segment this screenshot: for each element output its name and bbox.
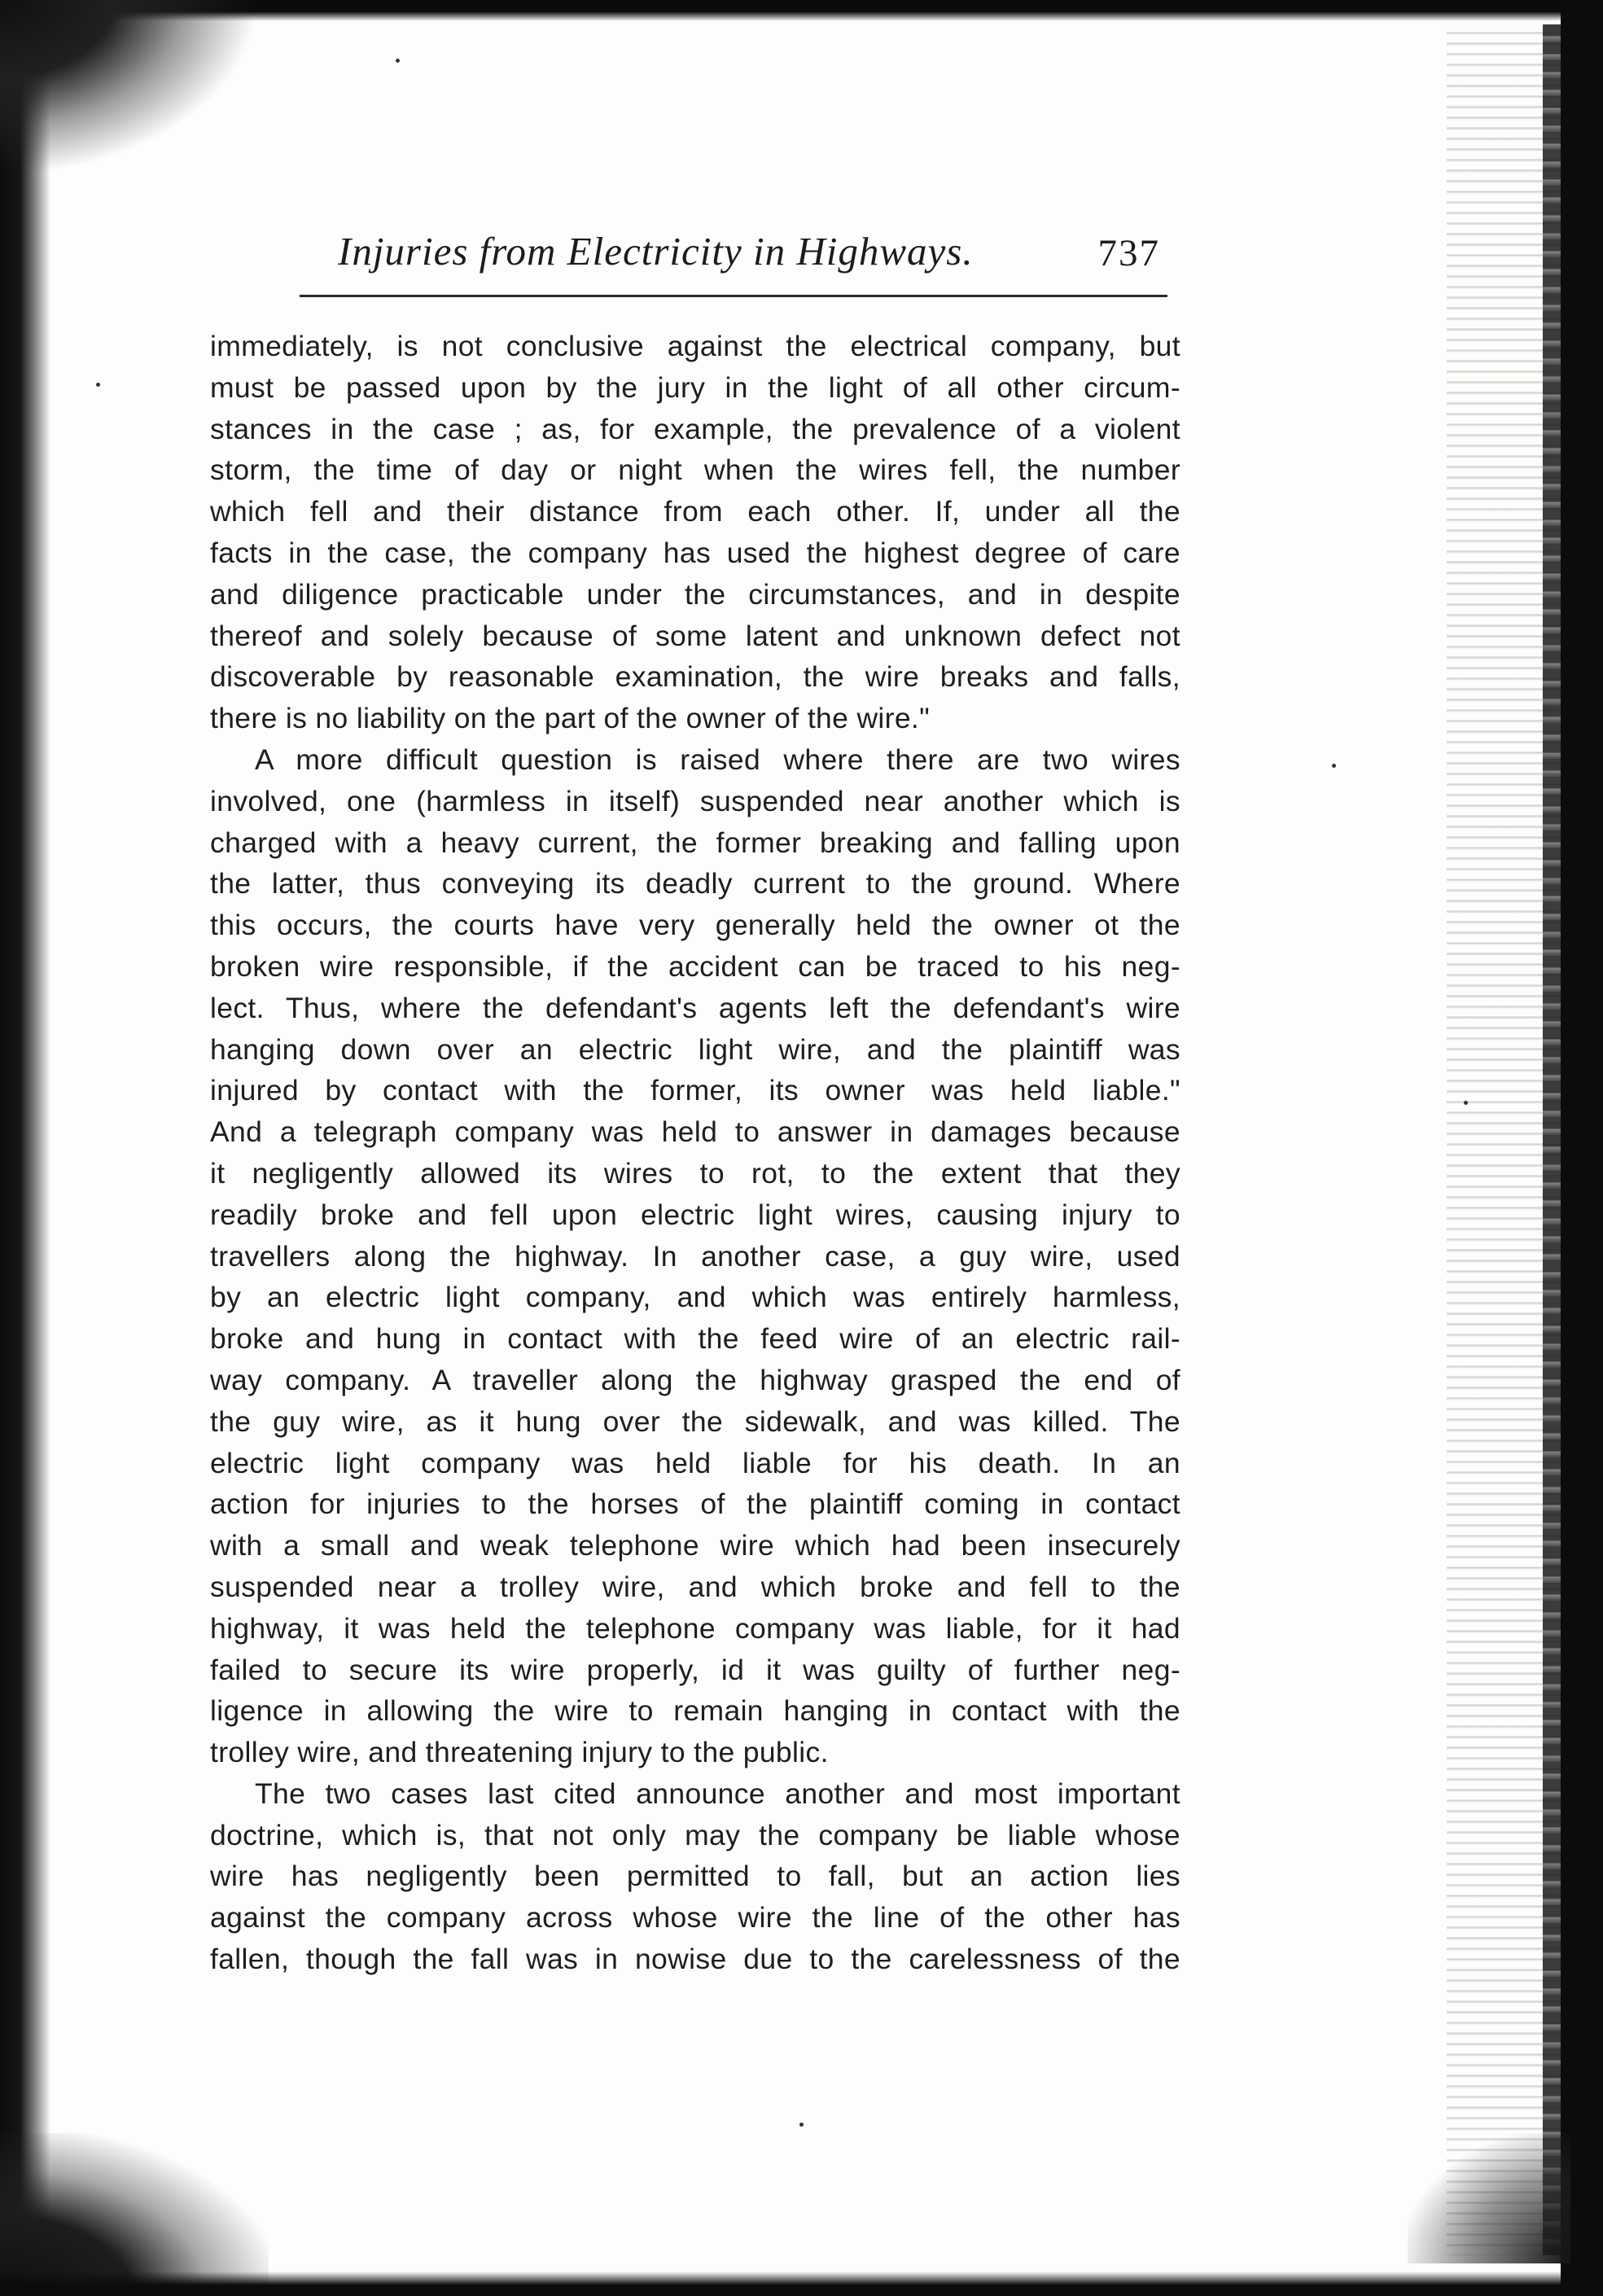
text-line: fallen, though the fall was in nowise due to the carelessness of the [210,1943,1180,1976]
scan-right-binding-strip [1543,24,1561,2255]
text-line: with a small and weak telephone wire which had been insecurely [210,1529,1180,1562]
text-line: A more difficult question is raised where there are two wires [255,743,1180,776]
text-line: must be passed upon by the jury in the light of all other circum- [210,370,1180,404]
text-line: readily broke and fell upon electric light wires, causing injury to [210,1198,1180,1231]
scan-bottom-edge [0,2272,1603,2296]
text-line: storm, the time of day or night when the wires fell, the number [210,454,1180,487]
text-line: this occurs, the courts have very generally held the owner ot the [210,909,1180,942]
text-line: thereof and solely because of some latent and unknown defect not [210,619,1180,652]
text-line: involved, one (harmless in itself) suspended near another which is [210,784,1180,817]
running-header [338,228,1160,287]
text-line: hanging down over an electric light wire, and the plaintiff was [210,1032,1180,1066]
text-line: lect. Thus, where the defendant's agents left the defendant's wire [210,991,1180,1024]
text-line: stances in the case ; as, for example, the prevalence of a violent [210,412,1180,445]
text-line: the guy wire, as it hung over the sidewalk, and was killed. The [210,1404,1180,1438]
scan-speck [1332,764,1336,768]
text-line: discoverable by reasonable examination, the wire breaks and falls, [210,660,1180,694]
header-rule [300,295,1167,297]
text-line: suspended near a trolley wire, and which broke and fell to the [210,1570,1180,1603]
scan-bottom-right-shadow [1408,2133,1570,2263]
text-line: which fell and their distance from each other. If, under all the [210,495,1180,528]
text-line: immediately, is not conclusive against the electrical company, but [210,330,1180,362]
text-line: travellers along the highway. In another case, a guy wire, used [210,1239,1180,1273]
text-line: and diligence practicable under the circumstances, and in despite [210,577,1180,611]
text-line: injured by contact with the former, its owner was held liable." [210,1074,1180,1107]
text-line: there is no liability on the part of the owner of the wire." [210,702,931,735]
text-line: it negligently allowed its wires to rot, to the extent that they [210,1156,1180,1190]
text-line: against the company across whose wire the line of the other has [210,1901,1180,1935]
scan-top-left-shadow [0,0,252,171]
text-line: doctrine, which is, that not only may the company be liable whose [210,1818,1180,1851]
scan-speck [799,2123,804,2127]
text-line: facts in the case, the company has used the highest degree of care [210,536,1180,569]
text-line: ligence in allowing the wire to remain hanging in contact with the [210,1694,1180,1728]
scan-speck [396,59,400,63]
text-line: electric light company was held liable for his death. In an [210,1446,1180,1479]
text-line: way company. A traveller along the highway grasped the end of [210,1363,1180,1396]
scan-speck [1464,1101,1468,1105]
text-line: broken wire responsible, if the accident can be traced to his neg- [210,949,1180,983]
text-line: wire has negligently been permitted to fall, but an action lies [210,1860,1180,1893]
scan-right-edge [1561,0,1603,2296]
scan-left-edge [0,0,50,2296]
text-line: broke and hung in contact with the feed wire of an electric rail- [210,1322,1180,1356]
running-title: Injuries from Electricity in Highways. [338,229,974,274]
scan-speck [96,383,100,387]
text-line: The two cases last cited announce another and most important [255,1777,1180,1810]
page-number: 737 [1097,232,1160,274]
text-line: highway, it was held the telephone company was liable, for it had [210,1611,1180,1645]
text-line: trolley wire, and threatening injury to the public. [210,1736,829,1769]
text-line: action for injuries to the horses of the plaintiff coming in contact [210,1488,1180,1521]
text-line: failed to secure its wire properly, id it was guilty of further neg- [210,1653,1180,1686]
text-line: by an electric light company, and which was entirely harmless, [210,1281,1180,1314]
text-line: charged with a heavy current, the former breaking and falling upon [210,826,1180,859]
text-line: And a telegraph company was held to answer in damages because [210,1115,1180,1149]
text-line: the latter, thus conveying its deadly current to the ground. Where [210,867,1180,900]
body-text [210,326,1180,1980]
